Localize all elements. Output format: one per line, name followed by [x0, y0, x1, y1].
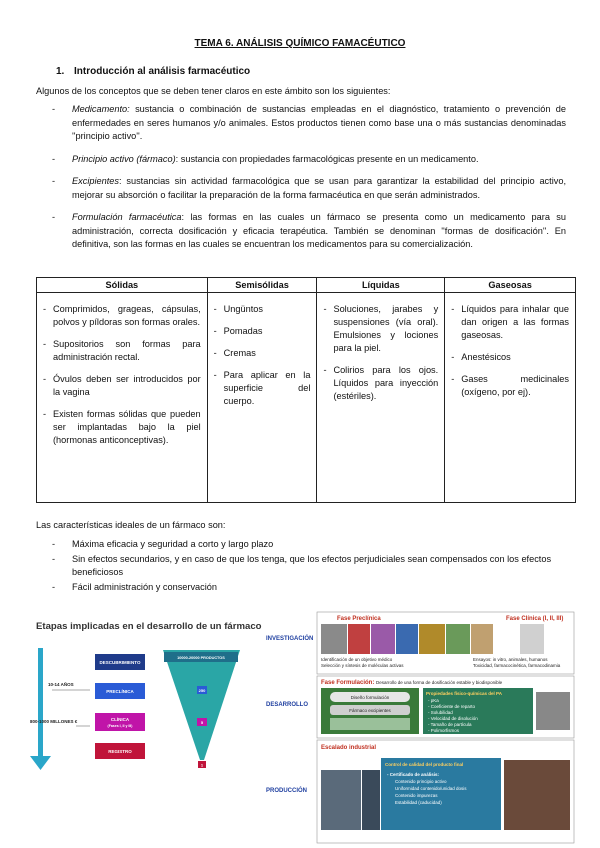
list-item: - Supositorios son formas para administración rectal. — [43, 339, 201, 362]
formulacion-desc: Desarrollo de una forma de dosificación estable y biodisponible — [376, 680, 503, 685]
list-item: - Soluciones, jarabes y suspensiones (vía oral). Emulsiones y lociones para la piel. — [323, 304, 439, 353]
human-image — [471, 624, 493, 654]
prop-item: - Coeficiente de reparto — [428, 704, 476, 709]
table-header: Semisólidas — [207, 278, 317, 293]
stage-label: DESCUBRIMIENTO — [99, 660, 141, 665]
definition-text: : las formas en las cuales un fármaco se presenta como un medicamento para su administración, correcta dosificación y eficacia terapéutica. También se denominan ''formas de dosificación''. En definitiva, son las formas en las cuales se encuentran los medicamentos para su comercialización. — [72, 212, 566, 249]
count-label: 1 — [200, 762, 204, 768]
tablets-image — [536, 692, 570, 730]
funnel — [163, 650, 240, 760]
props-title: Propiedades físico-químicas del PA — [426, 691, 502, 696]
lab-samples-image — [504, 760, 570, 830]
stage-label: PRECLÍNICA — [106, 689, 134, 694]
clinica-caption1: Ensayos: in vitro, animales, humanos — [473, 657, 548, 662]
side-label-produccion: PRODUCCIÓN — [266, 788, 308, 794]
definition-item: - Medicamento: sustancia o combinación de sustancias empleadas en el diagnóstico, tratamiento o prevención de enfermedades en seres humanos y/o animales. Estos productos tienen como base una o más sustancias denominadas ''principio activo''. — [52, 104, 566, 141]
prop-item: - Velocidad de disolución — [428, 716, 478, 721]
timeline-arrow-shaft — [38, 648, 43, 756]
stage-clinica — [95, 713, 145, 731]
table-cell-gaseosas — [445, 293, 576, 503]
list-item: - Comprimidos, grageas, cápsulas, polvos y píldoras son formas orales. — [43, 304, 201, 327]
table-header: Gaseosas — [445, 278, 576, 293]
definition-text: : sustancia con propiedades farmacológicas presente en un medicamento. — [175, 153, 479, 164]
funnel-top-label: 10000-20000 PRODUCTOS — [177, 656, 225, 660]
definition-term: Medicamento: — [72, 104, 130, 114]
list-item: - Líquidos para inhalar que dan origen a las formas gaseosas. — [451, 304, 569, 340]
list-item-text: Sin efectos secundarios, y en caso de que los tenga, que los efectos perjudiciales sean compensados con los efectos beneficiosos — [72, 553, 552, 577]
list-item: - Colirios para los ojos. Líquidos para inyección (estériles). — [323, 365, 439, 401]
formulacion-inner: Diseño formulación — [350, 695, 390, 700]
list-item: - Óvulos deben ser introducidos por la vagina — [43, 374, 201, 397]
section-number: 1. — [56, 66, 65, 77]
prop-item: - Solubilidad — [428, 710, 453, 715]
cell-text: Soluciones, jarabes y suspensiones (vía oral). Emulsiones y lociones para la piel. — [333, 304, 439, 353]
control-item: Uniformidad contenido/unidad dosis — [395, 786, 467, 791]
definition-text: : sustancias sin actividad farmacológica que se usan para garantizar la estabilidad del principio activo, mejorar su absorción o facilitar la preparación de la forma farmacéutica en que serán administrados. — [72, 176, 566, 200]
list-item: - Ungüntos — [213, 304, 263, 314]
side-label-desarrollo: DESARROLLO — [266, 702, 308, 708]
count-label: 250 — [198, 688, 206, 693]
list-item: - Máxima eficacia y seguridad a corto y largo plazo — [52, 539, 274, 549]
list-item-text: Fácil administración y conservación — [72, 581, 218, 592]
page-title: TEMA 6. ANÁLISIS QUÍMICO FAMACÉUTICO — [194, 38, 406, 49]
count-label: 5 — [200, 720, 204, 725]
table-row — [37, 293, 576, 503]
prop-item: - pKa — [428, 698, 439, 703]
section-heading — [56, 66, 250, 77]
definition-item: - Excipientes: sustancias sin actividad farmacológica que se usan para garantizar la estabilidad del principio activo, mejorar su absorción o facilitar la preparación de la forma farmacéutica en que serán administrados. — [52, 176, 566, 200]
list-item: - Gases medicinales (oxígeno, por ej). — [451, 374, 569, 397]
years-label: 10-14 AÑOS — [48, 682, 74, 687]
definition-item: - Formulación farmacéutica: las formas en las cuales un fármaco se presenta como un medicamento para su administración, correcta dosificación y eficacia terapéutica. También se denominan ''formas de dosificación''. En definitiva, son las formas en las cuales se encuentran los medicamentos para su comercialización. — [52, 212, 566, 249]
definition-term: Principio activo (fármaco) — [72, 153, 176, 164]
clinica-caption2: Toxicidad, farmacocinética, farmacodinamia — [473, 663, 561, 668]
control-item: Estabilidad (caducidad) — [395, 800, 442, 805]
clinical-image — [520, 624, 544, 654]
table-header-row — [37, 278, 576, 293]
animal-image — [446, 624, 470, 654]
phase-clinica: Fase Clínica (I, II, III) — [506, 616, 564, 622]
cost-label: 800-1000 MILLONES € — [30, 719, 78, 724]
cell-text: Pomadas — [223, 326, 263, 336]
list-item: - Sin efectos secundarios, y en caso de que los tenga, que los efectos perjudiciales sean compensados con los efectos beneficiosos — [52, 553, 552, 577]
definition-term: Excipientes — [72, 176, 119, 186]
factory-image-2 — [362, 770, 380, 830]
dna-image — [371, 624, 395, 654]
table-cell-solidas — [37, 293, 208, 503]
prop-item: - Tamaño de partícula — [428, 722, 472, 727]
definitions-list — [36, 103, 566, 261]
factory-image — [321, 770, 361, 830]
molecule-image — [348, 624, 370, 654]
preclinica-caption2: Selección y síntesis de moléculas activas — [321, 663, 404, 668]
left-diagram — [30, 648, 240, 770]
preclinica-caption1: Identificación de un objetivo médico — [321, 657, 393, 662]
stage-label: CLÍNICA — [110, 717, 130, 722]
table-header: Líquidas — [317, 278, 445, 293]
list-item: - Pomadas — [213, 326, 263, 336]
cell-text: Cremas — [223, 348, 256, 358]
control-item: Contenido principio activo — [395, 779, 447, 784]
list-item-text: Máxima eficacia y seguridad a corto y largo plazo — [72, 539, 274, 549]
table-cell-liquidas — [317, 293, 445, 503]
list-item: - Para aplicar en la superficie del cuerpo. — [213, 370, 311, 406]
dosage-forms-table — [36, 277, 576, 503]
definition-text: sustancia o combinación de sustancias empleadas en el diagnóstico, tratamiento o prevención de enfermedades en seres humanos y/o animales. Estos productos tienen como base una o más sustancias denominadas ''principio activo''. — [72, 104, 566, 141]
intro-paragraph: Algunos de los conceptos que se deben tener claros en este ámbito son los siguientes: — [36, 86, 391, 96]
escalado-label: Escalado industrial — [321, 745, 377, 751]
ideal-list — [36, 538, 566, 595]
phase-preclinica: Fase Preclínica — [337, 616, 381, 622]
list-item: - Cremas — [213, 348, 256, 358]
side-label-investigacion: INVESTIGACIÓN — [266, 636, 314, 642]
drug-development-figure — [30, 610, 575, 845]
list-item: - Anestésicos — [451, 352, 511, 362]
figure-title: Etapas implicadas en el desarrollo de un fármaco — [36, 621, 262, 632]
definition-term: Formulación farmacéutica — [72, 212, 182, 222]
timeline-arrow-head — [30, 756, 51, 770]
stage-label: REGISTRO — [108, 749, 132, 754]
table-header: Sólidas — [37, 278, 208, 293]
cell-text: Comprimidos, grageas, cápsulas, polvos y píldoras son formas orales. — [53, 304, 201, 327]
list-item: - Fácil administración y conservación — [52, 581, 218, 592]
cell-text: Supositorios son formas para administración rectal. — [53, 339, 201, 362]
lab-image — [321, 624, 347, 654]
cell-text: Colirios para los ojos. Líquidos para inyección (estériles). — [333, 365, 439, 401]
table-cell-semisolidas — [207, 293, 317, 503]
formulacion-title: Fase Formulación: — [321, 680, 375, 686]
cell-text: Anestésicos — [461, 352, 511, 362]
petri-image — [419, 624, 445, 654]
control-item: - Certificado de análisis: — [387, 772, 440, 777]
cell-text: Óvulos deben ser introducidos por la vagina — [53, 374, 201, 397]
ideal-intro: Las características ideales de un fármaco son: — [36, 520, 226, 530]
cell-text: Para aplicar en la superficie del cuerpo. — [223, 370, 311, 406]
control-item: Contenido impurezas — [395, 793, 438, 798]
prop-item: - Polimorfismos — [428, 728, 460, 733]
screen-image — [396, 624, 418, 654]
cell-text: Gases medicinales (oxígeno, por ej). — [461, 374, 569, 397]
section-heading-text: Introducción al análisis farmacéutico — [74, 66, 251, 77]
cell-text: Ungüntos — [223, 304, 263, 314]
cell-text: Líquidos para inhalar que dan origen a las formas gaseosas. — [461, 304, 569, 340]
definition-item: - Principio activo (fármaco): sustancia con propiedades farmacológicas presente en un medicamento. — [52, 153, 479, 164]
list-item: - Existen formas sólidas que pueden ser implantadas bajo la piel (hormonas anticonceptivas). — [43, 409, 201, 445]
cell-text: Existen formas sólidas que pueden ser implantadas bajo la piel (hormonas anticonceptivas). — [53, 409, 201, 445]
formulacion-inner: Fármaco excipientes — [349, 708, 391, 713]
right-diagram — [266, 612, 574, 843]
stage-sublabel: (Fases I, II y III) — [107, 724, 133, 728]
formulacion-image — [330, 718, 410, 730]
control-title: Control de calidad del producto final — [385, 762, 464, 767]
